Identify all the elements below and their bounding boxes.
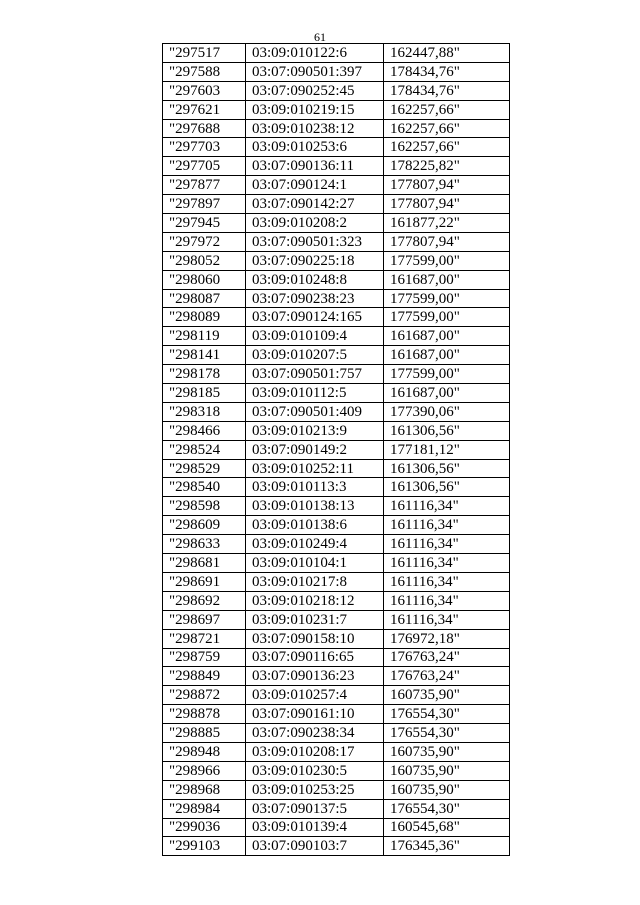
- table-row: [163, 648, 510, 667]
- amount-cell: 160735,90": [384, 780, 510, 799]
- cadastral-number-cell: 03:09:010230:5: [246, 761, 384, 780]
- record-number-cell: "297877: [163, 176, 246, 195]
- cadastral-number-cell: 03:09:010109:4: [246, 327, 384, 346]
- amount-cell: 177807,94": [384, 232, 510, 251]
- amount-cell: 161116,34": [384, 535, 510, 554]
- table-row: [163, 591, 510, 610]
- table-row: [163, 780, 510, 799]
- table-row: [163, 629, 510, 648]
- record-number-cell: "298178: [163, 365, 246, 384]
- amount-cell: 161306,56": [384, 478, 510, 497]
- record-number-cell: "298060: [163, 270, 246, 289]
- table-row: [163, 251, 510, 270]
- cadastral-number-cell: 03:09:010253:6: [246, 138, 384, 157]
- table-row: [163, 365, 510, 384]
- record-number-cell: "298878: [163, 705, 246, 724]
- record-number-cell: "298052: [163, 251, 246, 270]
- cadastral-number-cell: 03:09:010231:7: [246, 610, 384, 629]
- record-number-cell: "298318: [163, 402, 246, 421]
- amount-cell: 178434,76": [384, 62, 510, 81]
- page-number: 61: [314, 30, 326, 44]
- amount-cell: 176763,24": [384, 648, 510, 667]
- record-number-cell: "298529: [163, 459, 246, 478]
- record-number-cell: "297588: [163, 62, 246, 81]
- cadastral-number-cell: 03:07:090225:18: [246, 251, 384, 270]
- record-number-cell: "298885: [163, 724, 246, 743]
- record-number-cell: "298872: [163, 686, 246, 705]
- table-row: [163, 214, 510, 233]
- cadastral-number-cell: 03:09:010252:11: [246, 459, 384, 478]
- amount-cell: 161687,00": [384, 384, 510, 403]
- amount-cell: 176972,18": [384, 629, 510, 648]
- cadastral-number-cell: 03:07:090124:1: [246, 176, 384, 195]
- record-number-cell: "297621: [163, 100, 246, 119]
- cadastral-number-cell: 03:09:010248:8: [246, 270, 384, 289]
- record-number-cell: "298691: [163, 572, 246, 591]
- table-row: [163, 742, 510, 761]
- cadastral-number-cell: 03:09:010217:8: [246, 572, 384, 591]
- cadastral-number-cell: 03:07:090137:5: [246, 799, 384, 818]
- cadastral-number-cell: 03:09:010218:12: [246, 591, 384, 610]
- table-row: [163, 138, 510, 157]
- table-row: [163, 572, 510, 591]
- record-number-cell: "298984: [163, 799, 246, 818]
- cadastral-number-cell: 03:07:090149:2: [246, 440, 384, 459]
- record-number-cell: "298966: [163, 761, 246, 780]
- amount-cell: 176345,36": [384, 837, 510, 856]
- table-row: [163, 119, 510, 138]
- table-row: [163, 686, 510, 705]
- table-row: [163, 289, 510, 308]
- table-row: [163, 761, 510, 780]
- table-row: [163, 62, 510, 81]
- record-number-cell: "298524: [163, 440, 246, 459]
- amount-cell: 177599,00": [384, 365, 510, 384]
- table-row: [163, 478, 510, 497]
- record-number-cell: "298849: [163, 667, 246, 686]
- cadastral-number-cell: 03:09:010208:17: [246, 742, 384, 761]
- record-number-cell: "297517: [163, 44, 246, 63]
- amount-cell: 161116,34": [384, 610, 510, 629]
- table-row: [163, 232, 510, 251]
- amount-cell: 161306,56": [384, 421, 510, 440]
- amount-cell: 161877,22": [384, 214, 510, 233]
- amount-cell: 176554,30": [384, 724, 510, 743]
- cadastral-number-cell: 03:09:010138:13: [246, 497, 384, 516]
- record-number-cell: "298692: [163, 591, 246, 610]
- record-number-cell: "297897: [163, 195, 246, 214]
- amount-cell: 162257,66": [384, 138, 510, 157]
- table-row: [163, 308, 510, 327]
- record-number-cell: "298089: [163, 308, 246, 327]
- cadastral-number-cell: 03:07:090238:23: [246, 289, 384, 308]
- amount-cell: 161116,34": [384, 591, 510, 610]
- record-number-cell: "298759: [163, 648, 246, 667]
- record-number-cell: "298540: [163, 478, 246, 497]
- cadastral-number-cell: 03:09:010238:12: [246, 119, 384, 138]
- table-row: [163, 459, 510, 478]
- amount-cell: 161116,34": [384, 572, 510, 591]
- table-row: [163, 667, 510, 686]
- table-row: [163, 535, 510, 554]
- amount-cell: 161116,34": [384, 516, 510, 535]
- amount-cell: 178434,76": [384, 81, 510, 100]
- cadastral-number-cell: 03:09:010104:1: [246, 554, 384, 573]
- amount-cell: 176554,30": [384, 705, 510, 724]
- cadastral-number-cell: 03:07:090238:34: [246, 724, 384, 743]
- amount-cell: 162257,66": [384, 100, 510, 119]
- cadastral-number-cell: 03:07:090136:23: [246, 667, 384, 686]
- record-number-cell: "298598: [163, 497, 246, 516]
- table-row: [163, 421, 510, 440]
- table-row: [163, 610, 510, 629]
- record-number-cell: "298609: [163, 516, 246, 535]
- cadastral-number-cell: 03:09:010208:2: [246, 214, 384, 233]
- amount-cell: 177807,94": [384, 195, 510, 214]
- amount-cell: 161116,34": [384, 554, 510, 573]
- table-row: [163, 195, 510, 214]
- cadastral-number-cell: 03:09:010219:15: [246, 100, 384, 119]
- cadastral-number-cell: 03:07:090252:45: [246, 81, 384, 100]
- table-row: [163, 44, 510, 63]
- table-row: [163, 724, 510, 743]
- table-row: [163, 837, 510, 856]
- table-row: [163, 157, 510, 176]
- amount-cell: 177599,00": [384, 289, 510, 308]
- table-row: [163, 384, 510, 403]
- amount-cell: 162257,66": [384, 119, 510, 138]
- cadastral-number-cell: 03:07:090501:409: [246, 402, 384, 421]
- table-row: [163, 81, 510, 100]
- cadastral-number-cell: 03:09:010139:4: [246, 818, 384, 837]
- record-number-cell: "298633: [163, 535, 246, 554]
- cadastral-number-cell: 03:09:010213:9: [246, 421, 384, 440]
- amount-cell: 177181,12": [384, 440, 510, 459]
- record-number-cell: "298697: [163, 610, 246, 629]
- cadastral-number-cell: 03:07:090142:27: [246, 195, 384, 214]
- cadastral-number-cell: 03:09:010253:25: [246, 780, 384, 799]
- cadastral-number-cell: 03:09:010257:4: [246, 686, 384, 705]
- amount-cell: 160545,68": [384, 818, 510, 837]
- amount-cell: 161687,00": [384, 327, 510, 346]
- record-number-cell: "298681: [163, 554, 246, 573]
- amount-cell: 161687,00": [384, 346, 510, 365]
- table-body: [163, 44, 510, 856]
- table-row: [163, 176, 510, 195]
- record-number-cell: "297945: [163, 214, 246, 233]
- cadastral-number-cell: 03:07:090161:10: [246, 705, 384, 724]
- amount-cell: 178225,82": [384, 157, 510, 176]
- record-number-cell: "297972: [163, 232, 246, 251]
- amount-cell: 176763,24": [384, 667, 510, 686]
- data-table: [162, 43, 510, 856]
- amount-cell: 160735,90": [384, 742, 510, 761]
- record-number-cell: "298141: [163, 346, 246, 365]
- table-row: [163, 270, 510, 289]
- table-row: [163, 327, 510, 346]
- amount-cell: 177390,06": [384, 402, 510, 421]
- cadastral-number-cell: 03:07:090103:7: [246, 837, 384, 856]
- cadastral-number-cell: 03:07:090501:397: [246, 62, 384, 81]
- cadastral-number-cell: 03:07:090501:757: [246, 365, 384, 384]
- record-number-cell: "298185: [163, 384, 246, 403]
- cadastral-number-cell: 03:09:010249:4: [246, 535, 384, 554]
- record-number-cell: "297603: [163, 81, 246, 100]
- cadastral-number-cell: 03:07:090124:165: [246, 308, 384, 327]
- record-number-cell: "297705: [163, 157, 246, 176]
- table-row: [163, 402, 510, 421]
- record-number-cell: "298087: [163, 289, 246, 308]
- amount-cell: 177599,00": [384, 251, 510, 270]
- cadastral-number-cell: 03:07:090501:323: [246, 232, 384, 251]
- record-number-cell: "297688: [163, 119, 246, 138]
- record-number-cell: "298721: [163, 629, 246, 648]
- table-row: [163, 516, 510, 535]
- record-number-cell: "299036: [163, 818, 246, 837]
- table-row: [163, 440, 510, 459]
- amount-cell: 160735,90": [384, 686, 510, 705]
- cadastral-number-cell: 03:09:010122:6: [246, 44, 384, 63]
- cadastral-number-cell: 03:07:090158:10: [246, 629, 384, 648]
- table-row: [163, 497, 510, 516]
- table-row: [163, 705, 510, 724]
- table-row: [163, 818, 510, 837]
- table-row: [163, 554, 510, 573]
- amount-cell: 161687,00": [384, 270, 510, 289]
- table-row: [163, 346, 510, 365]
- cadastral-number-cell: 03:09:010112:5: [246, 384, 384, 403]
- amount-cell: 177599,00": [384, 308, 510, 327]
- amount-cell: 177807,94": [384, 176, 510, 195]
- cadastral-number-cell: 03:09:010138:6: [246, 516, 384, 535]
- cadastral-number-cell: 03:07:090116:65: [246, 648, 384, 667]
- table-row: [163, 100, 510, 119]
- cadastral-number-cell: 03:07:090136:11: [246, 157, 384, 176]
- record-number-cell: "298119: [163, 327, 246, 346]
- amount-cell: 176554,30": [384, 799, 510, 818]
- amount-cell: 160735,90": [384, 761, 510, 780]
- record-number-cell: "299103: [163, 837, 246, 856]
- amount-cell: 161116,34": [384, 497, 510, 516]
- cadastral-number-cell: 03:09:010207:5: [246, 346, 384, 365]
- record-number-cell: "297703: [163, 138, 246, 157]
- amount-cell: 161306,56": [384, 459, 510, 478]
- record-number-cell: "298948: [163, 742, 246, 761]
- record-number-cell: "298466: [163, 421, 246, 440]
- record-number-cell: "298968: [163, 780, 246, 799]
- amount-cell: 162447,88": [384, 44, 510, 63]
- cadastral-number-cell: 03:09:010113:3: [246, 478, 384, 497]
- table-row: [163, 799, 510, 818]
